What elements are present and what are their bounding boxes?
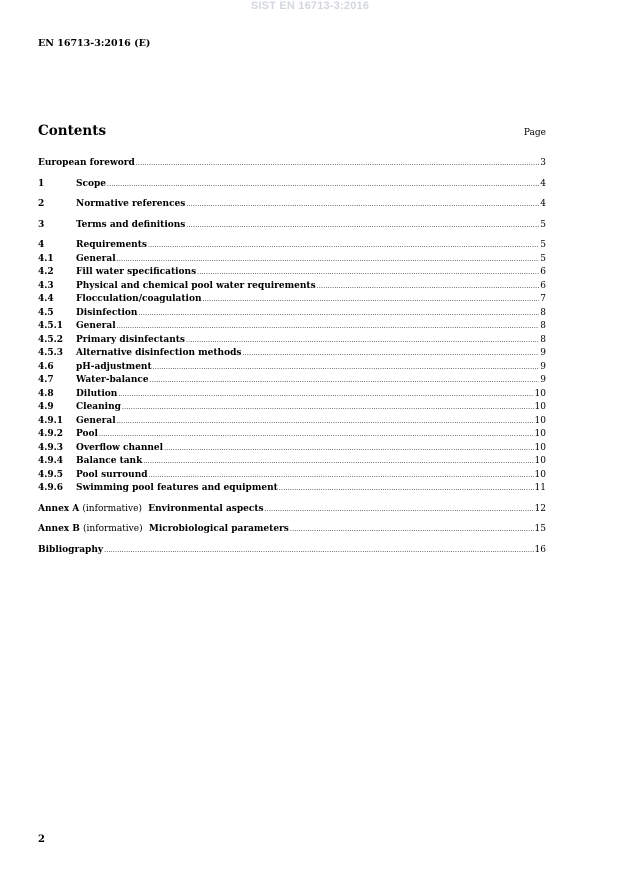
leader-dots [242,347,539,361]
toc-title: pH-adjustment [76,361,152,372]
leader-dots [186,219,539,233]
toc-entry[interactable] [38,482,546,496]
toc-page: 7 [540,294,546,304]
toc-page: 9 [540,375,546,385]
leader-dots [117,415,534,429]
toc-entry[interactable] [38,307,546,321]
toc-title: Bibliography [38,544,104,555]
toc-page: 8 [540,334,546,345]
document-id: EN 16713-3:2016 (E) [38,38,151,49]
toc-entry[interactable] [38,361,546,375]
toc-page: 12 [534,503,546,514]
toc-page: 6 [540,280,546,291]
toc-title: Scope [76,178,107,189]
leader-dots [104,544,533,558]
toc-title: Terms and definitions [76,219,186,230]
leader-dots [117,320,540,334]
toc-title: Disinfection [76,307,138,318]
toc-entry[interactable] [38,415,546,429]
toc-title: Physical and chemical pool water requirements [76,280,316,291]
leader-dots [107,178,539,192]
leader-dots [122,401,534,415]
toc-title: Alternative disinfection methods [76,348,242,358]
toc-entry-bibliography[interactable] [38,544,546,558]
toc-entry[interactable] [38,239,546,253]
annex-label: Annex B [38,524,80,534]
toc-page: 9 [540,361,546,372]
toc-page: 10 [534,429,546,439]
toc-title: Cleaning [76,402,121,412]
toc-title: Primary disinfectants [76,334,185,345]
annex-label: Annex A [38,503,80,514]
leader-dots [143,455,533,469]
toc-entry[interactable] [38,442,546,456]
toc-title: Water-balance [76,375,149,385]
leader-dots [99,428,534,442]
leader-dots [317,280,540,294]
leader-dots [138,307,539,321]
toc-page: 10 [534,402,546,412]
leader-dots [186,198,539,212]
toc-page: 4 [540,178,546,189]
page-number: 2 [38,834,45,845]
toc-number: 4.9.5 [38,469,64,480]
toc-entry[interactable] [38,178,546,192]
toc-entry[interactable] [38,469,546,483]
toc-number: 4.3 [38,280,54,291]
leader-dots [148,239,539,253]
toc-page: 16 [534,544,546,555]
toc-page: 9 [540,348,546,358]
toc-title: Requirements [76,240,147,250]
toc-title: Balance tank [76,456,143,466]
toc-number: 4.5.2 [38,334,64,345]
toc-entry[interactable] [38,219,546,233]
toc-title [38,503,264,517]
toc-number: 4.9 [38,402,54,412]
leader-dots [197,266,539,280]
toc-number: 4.1 [38,253,54,264]
toc-page: 10 [534,415,546,426]
toc-number: 2 [38,199,45,209]
leader-dots [149,469,534,483]
leader-dots [164,442,533,456]
toc-number: 4.9.4 [38,456,64,466]
toc-title: Dilution [76,388,118,399]
contents-header [38,123,546,139]
toc-page: 8 [540,307,546,318]
toc-page: 10 [534,388,546,399]
leader-dots [118,388,533,402]
toc-number: 4.5.3 [38,348,64,358]
toc-entry[interactable] [38,388,546,402]
leader-dots [136,157,539,171]
toc-title: Normative references [76,199,186,209]
toc-title: General [76,415,116,426]
toc-page: 5 [540,253,546,264]
toc-page: 6 [540,267,546,277]
annex-title: Environmental aspects [148,503,264,514]
toc-title: Swimming pool features and equipment [76,483,278,493]
toc-title: Flocculation/coagulation [76,294,202,304]
toc-title: Pool surround [76,469,148,480]
toc-page: 15 [534,524,546,534]
toc-entry[interactable] [38,455,546,469]
toc-title: Overflow channel [76,442,164,453]
toc-title: General [76,253,116,264]
toc-entry[interactable] [38,428,546,442]
toc-number: 3 [38,219,45,230]
toc-entry[interactable] [38,266,546,280]
toc-entry[interactable] [38,374,546,388]
annex-qualifier: (informative) [83,524,143,534]
leader-dots [186,334,539,348]
toc-page: 11 [534,483,546,493]
page-column-label: Page [523,128,546,138]
toc-title: European foreword [38,158,135,168]
toc-number: 4.4 [38,294,54,304]
toc-entry[interactable] [38,280,546,294]
leader-dots [203,293,540,307]
table-of-contents [38,157,546,557]
toc-page: 5 [540,219,546,230]
leader-dots [153,361,540,375]
toc-page: 3 [540,158,546,168]
toc-page: 10 [534,442,546,453]
toc-number: 4.9.6 [38,483,64,493]
leader-dots [290,523,534,537]
toc-entry[interactable] [38,320,546,334]
toc-number: 1 [38,178,45,189]
watermark: SIST EN 16713-3:2016 [250,0,370,12]
toc-entry[interactable] [38,334,546,348]
leader-dots [265,503,534,517]
toc-entry-annex-a[interactable] [38,503,546,517]
toc-number: 4.6 [38,361,54,372]
toc-entry[interactable] [38,157,546,171]
toc-title [38,523,289,537]
toc-number: 4.9.1 [38,415,64,426]
toc-title: Fill water specifications [76,267,197,277]
toc-entry[interactable] [38,347,546,361]
annex-qualifier: (informative) [82,503,142,514]
toc-number: 4.5 [38,307,54,318]
leader-dots [117,253,540,267]
toc-entry[interactable] [38,293,546,307]
toc-number: 4.9.3 [38,442,64,453]
toc-number: 4.8 [38,388,54,399]
toc-title: General [76,321,116,331]
toc-number: 4.5.1 [38,321,64,331]
toc-entry-annex-b[interactable] [38,523,546,537]
toc-number: 4.2 [38,267,54,277]
annex-title: Microbiological parameters [148,524,289,534]
leader-dots [279,482,534,496]
toc-page: 10 [534,469,546,480]
toc-entry[interactable] [38,401,546,415]
toc-title: Pool [76,429,98,439]
toc-number: 4 [38,240,45,250]
toc-page: 8 [540,321,546,331]
toc-entry[interactable] [38,253,546,267]
contents-title: Contents [38,123,107,139]
toc-page: 10 [534,456,546,466]
toc-number: 4.9.2 [38,429,64,439]
leader-dots [150,374,540,388]
toc-entry[interactable] [38,198,546,212]
toc-number: 4.7 [38,375,54,385]
toc-page: 5 [540,240,546,250]
toc-page: 4 [540,199,546,209]
